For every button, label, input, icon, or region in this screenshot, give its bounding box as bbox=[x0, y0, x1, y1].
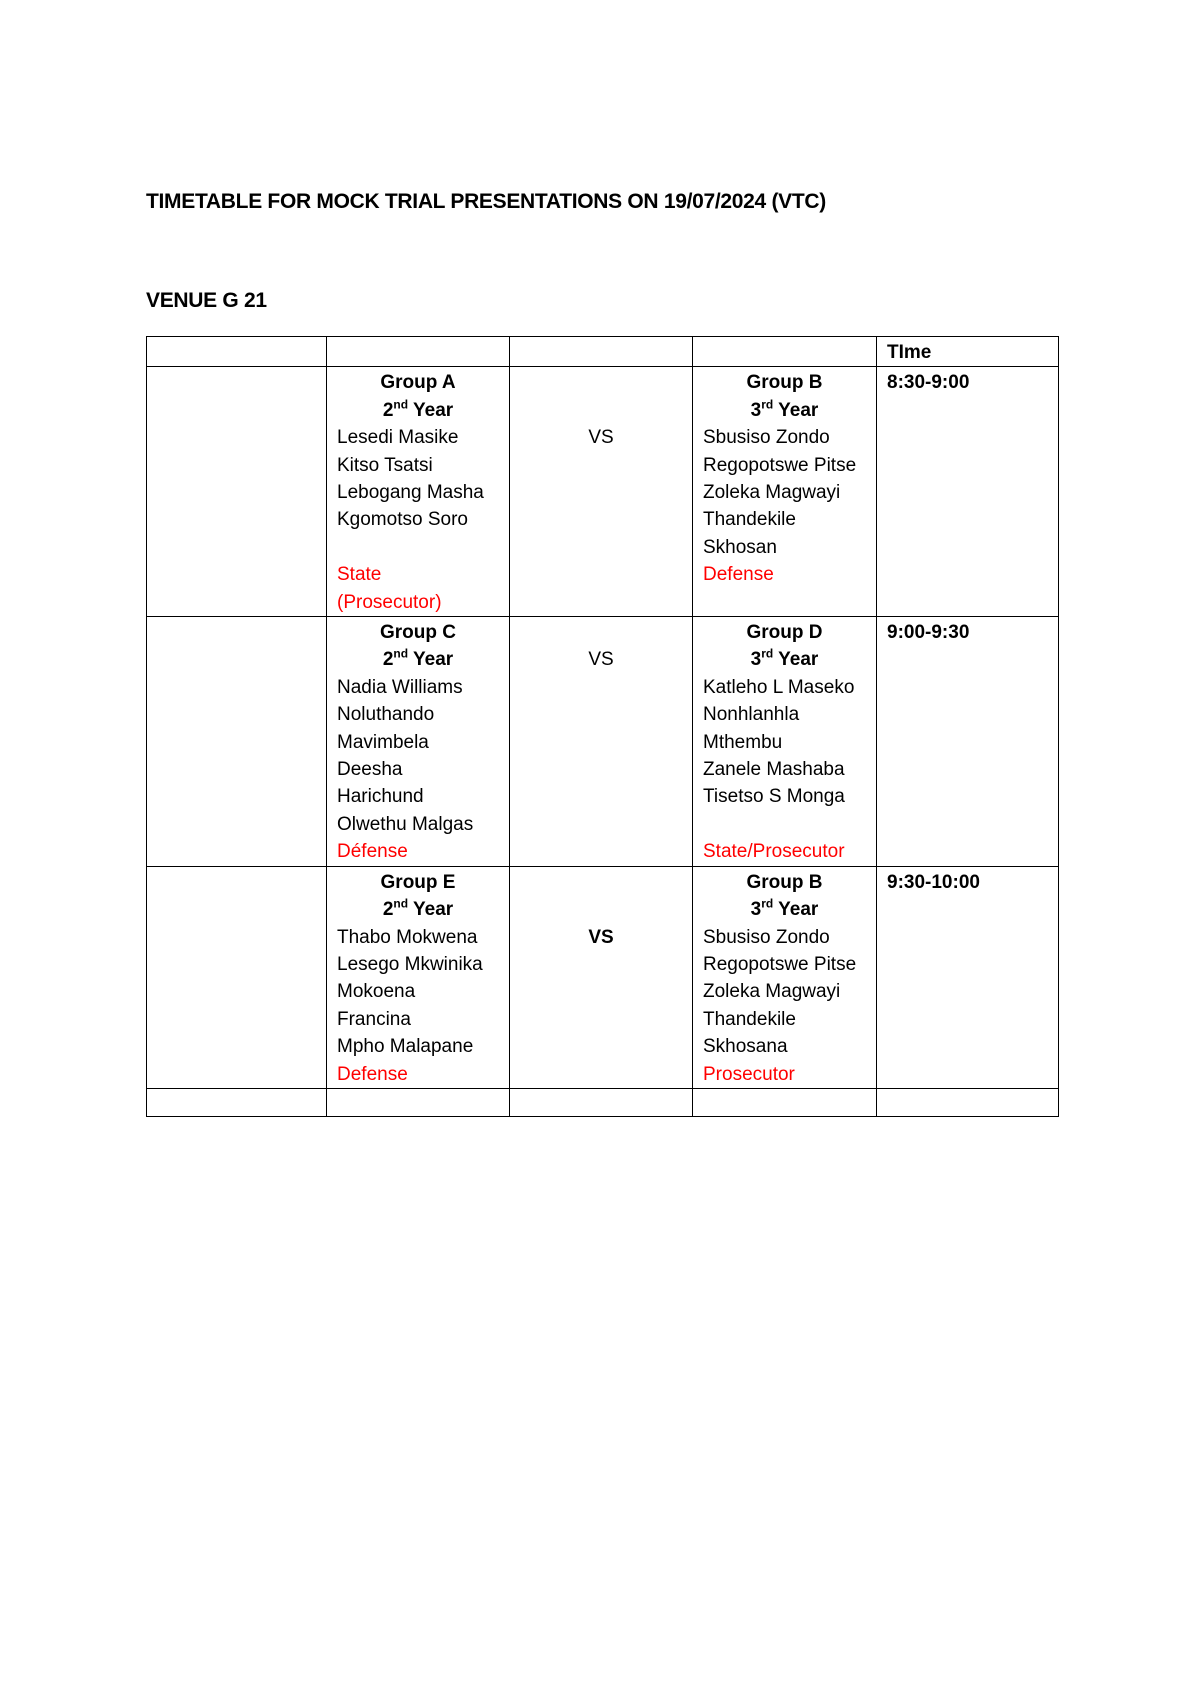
time-slot: 8:30-9:00 bbox=[877, 367, 1059, 617]
group-year: 2nd Year bbox=[382, 896, 454, 921]
team-member: Thandekile bbox=[703, 509, 796, 531]
group-year: 3rd Year bbox=[750, 896, 819, 921]
group-year: 2nd Year bbox=[382, 647, 454, 671]
timetable bbox=[146, 336, 1059, 1117]
empty-cell bbox=[147, 1088, 327, 1116]
header-cell-empty bbox=[693, 337, 877, 367]
empty-cell bbox=[147, 617, 327, 867]
group-name: Group B bbox=[746, 871, 823, 893]
team-member: Harichund bbox=[337, 786, 424, 808]
team-member: Zoleka Magwayi bbox=[703, 981, 841, 1003]
team-member: Lesedi Masike bbox=[337, 427, 459, 449]
team-member: Sbusiso Zondo bbox=[703, 926, 830, 948]
team-member: Sbusiso Zondo bbox=[703, 427, 830, 449]
vs-label: VS bbox=[588, 427, 614, 449]
team-member: Lebogang Masha bbox=[337, 482, 484, 504]
vs-cell bbox=[510, 617, 693, 867]
team-member: Kitso Tsatsi bbox=[337, 454, 433, 476]
document-title: TIMETABLE FOR MOCK TRIAL PRESENTATIONS ON 19/07/2024 (VTC) bbox=[146, 190, 826, 213]
group-year: 3rd Year bbox=[750, 647, 819, 671]
empty-cell bbox=[327, 1088, 510, 1116]
team-member: Lesego Mkwinika bbox=[337, 953, 483, 975]
header-cell-empty bbox=[510, 337, 693, 367]
team-role: State bbox=[337, 564, 382, 586]
table-row bbox=[147, 367, 1059, 617]
vs-label: VS bbox=[588, 649, 614, 671]
team-member: Mthembu bbox=[703, 731, 783, 753]
group-name: Group A bbox=[380, 372, 456, 394]
team-member: Nonhlanhla bbox=[703, 704, 800, 726]
time-slot: 9:00-9:30 bbox=[877, 617, 1059, 867]
header-cell-empty bbox=[327, 337, 510, 367]
empty-row bbox=[147, 1088, 1059, 1116]
team-role: Défense bbox=[337, 841, 408, 863]
group-name: Group D bbox=[746, 622, 823, 644]
empty-cell bbox=[877, 1088, 1059, 1116]
right-team-cell bbox=[693, 866, 877, 1088]
group-name: Group B bbox=[746, 372, 823, 394]
team-member: Regopotswe Pitse bbox=[703, 454, 857, 476]
team-member: Thandekile bbox=[703, 1008, 796, 1030]
empty-cell bbox=[147, 866, 327, 1088]
team-member: Mokoena bbox=[337, 981, 416, 1003]
team-member: Kgomotso Soro bbox=[337, 509, 468, 531]
team-role: Prosecutor bbox=[703, 1063, 795, 1085]
table-row bbox=[147, 617, 1059, 867]
team-role: Defense bbox=[703, 564, 774, 586]
team-member: Regopotswe Pitse bbox=[703, 953, 857, 975]
group-name: Group C bbox=[380, 622, 456, 644]
team-member: Zanele Mashaba bbox=[703, 759, 845, 781]
team-member: Skhosana bbox=[703, 1036, 788, 1058]
team-member: Mpho Malapane bbox=[337, 1036, 474, 1058]
left-team-cell bbox=[327, 866, 510, 1088]
spacer bbox=[337, 534, 499, 561]
team-member: Skhosan bbox=[703, 536, 777, 558]
team-member: Mavimbela bbox=[337, 731, 429, 753]
team-member: Tisetso S Monga bbox=[703, 786, 845, 808]
team-member: Olwethu Malgas bbox=[337, 813, 474, 835]
left-team-cell bbox=[327, 367, 510, 617]
right-team-cell bbox=[693, 617, 877, 867]
empty-cell bbox=[147, 367, 327, 617]
group-year: 3rd Year bbox=[750, 397, 819, 421]
header-cell-empty bbox=[147, 337, 327, 367]
team-member: Katleho L Maseko bbox=[703, 676, 855, 698]
group-year: 2nd Year bbox=[382, 397, 454, 421]
left-team-cell bbox=[327, 617, 510, 867]
team-member: Noluthando bbox=[337, 704, 435, 726]
time-header: TIme bbox=[877, 337, 1059, 367]
empty-cell bbox=[693, 1088, 877, 1116]
vs-cell bbox=[510, 367, 693, 617]
right-team-cell bbox=[693, 367, 877, 617]
team-member: Deesha bbox=[337, 759, 403, 781]
spacer bbox=[703, 811, 866, 838]
venue-title: VENUE G 21 bbox=[146, 289, 267, 312]
table-row bbox=[147, 866, 1059, 1088]
vs-label: VS bbox=[588, 926, 614, 948]
team-member: Nadia Williams bbox=[337, 676, 463, 698]
team-member: Thabo Mokwena bbox=[337, 926, 478, 948]
empty-cell bbox=[510, 1088, 693, 1116]
table-header-row bbox=[147, 337, 1059, 367]
team-member: Francina bbox=[337, 1008, 411, 1030]
team-role: State/Prosecutor bbox=[703, 841, 845, 863]
team-role: (Prosecutor) bbox=[337, 591, 442, 613]
team-role: Defense bbox=[337, 1063, 408, 1085]
team-member: Zoleka Magwayi bbox=[703, 482, 841, 504]
time-slot: 9:30-10:00 bbox=[877, 866, 1059, 1088]
vs-cell bbox=[510, 866, 693, 1088]
group-name: Group E bbox=[380, 871, 456, 893]
